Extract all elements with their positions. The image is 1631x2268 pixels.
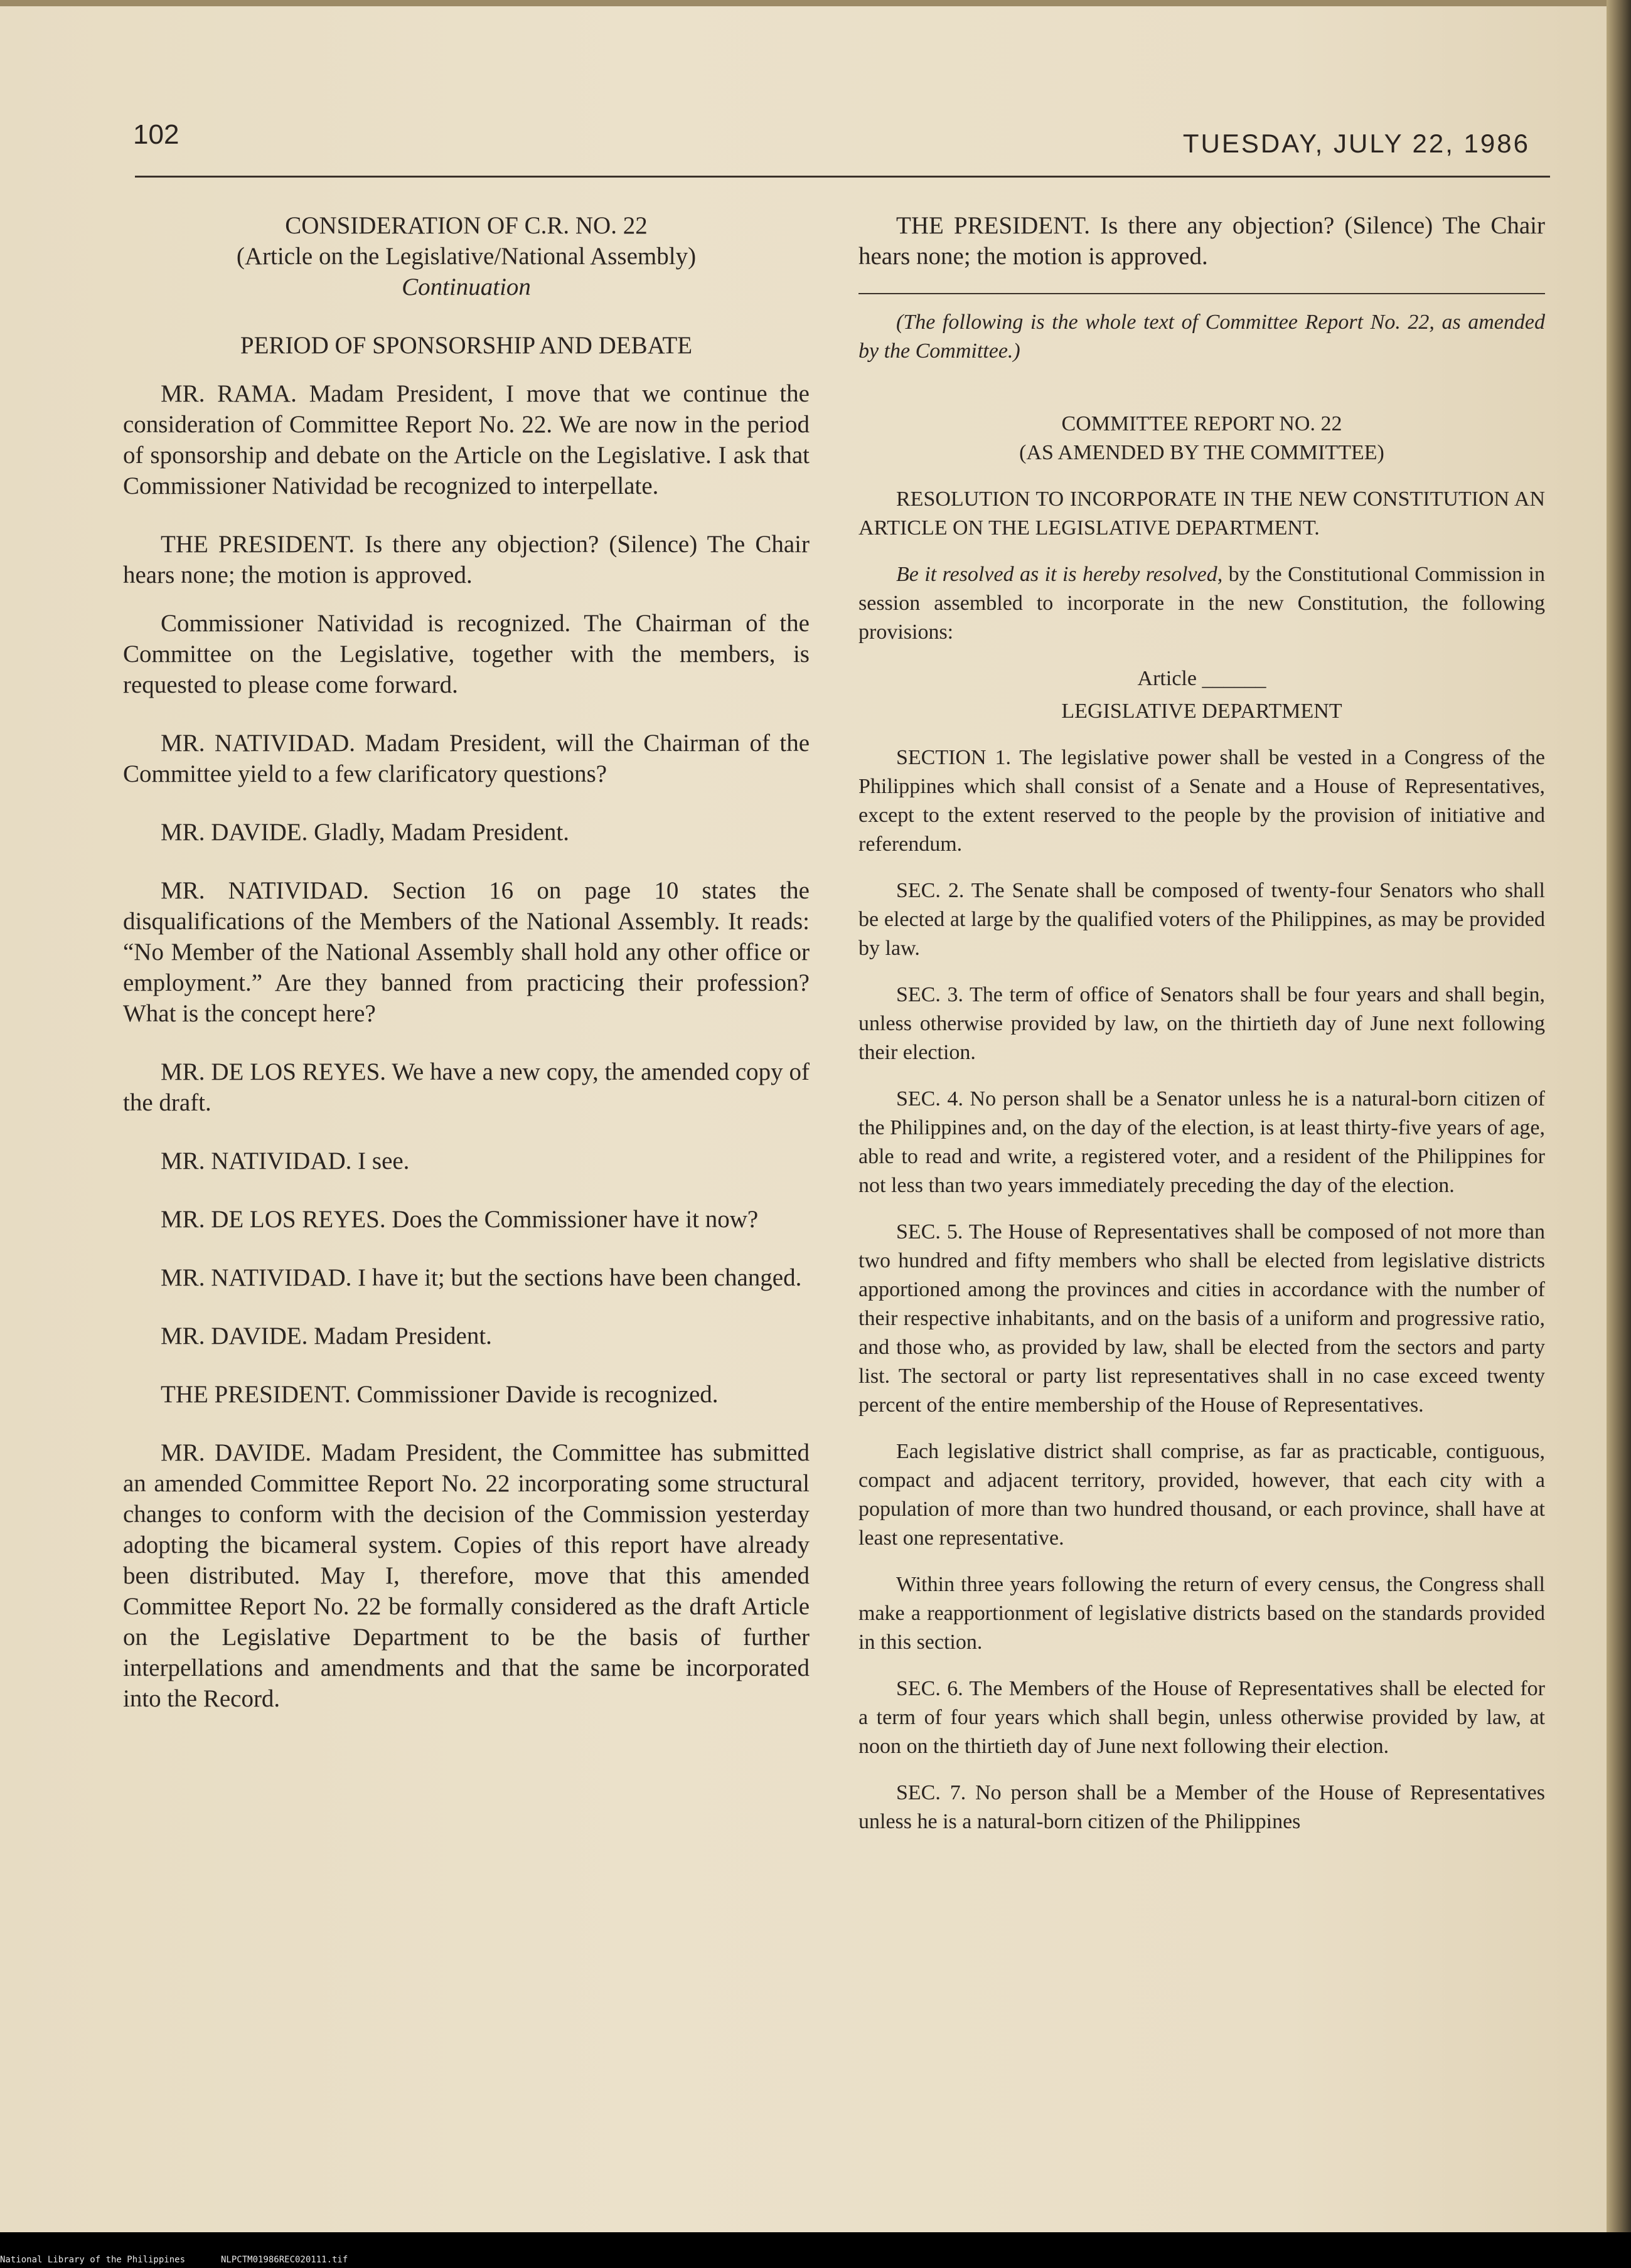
- book-spine-shadow: [1607, 0, 1631, 2232]
- resolved-paragraph: [858, 560, 1545, 647]
- section-7: SEC. 7. No person shall be a Member of the House of Representatives unless he is a natural-born citizen of the Philippines: [858, 1781, 1545, 1833]
- paragraph-delosreyes-2: MR. DE LOS REYES. Does the Commissioner have it now?: [161, 1206, 759, 1233]
- resolution-title: RESOLUTION TO INCORPORATE IN THE NEW CONSTITUTION AN ARTICLE ON THE LEGISLATIVE DEPARTMENT.: [858, 487, 1545, 540]
- section-5: SEC. 5. The House of Representatives shall be composed of not more than two hundred and fifty members who shall be elected from legislative districts apportioned among the provinces and cities in accordance with the number of their respective inhabitants, and on the basis of a uniform and progressive ratio, and those who, as provided by law, shall be elected from the sectors and party list. The sectoral or party list representatives shall in no case exceed twenty percent of the entire membership of the House of Representatives.: [858, 1220, 1545, 1417]
- paragraph-rama: MR. RAMA. Madam President, I move that we continue the consideration of Committee Report No. 22. We are now in the period of sponsorship and debate on the Article on the Legislative. I ask that Commissioner Natividad be recognized to interpellate.: [123, 380, 810, 499]
- section-4: SEC. 4. No person shall be a Senator unless he is a natural-born citizen of the Philippines and, on the day of the election, is at least thirty-five years of age, able to read and write, a registered voter, and a resident of the Philippines for not less than two years immediately preceding the day of the election.: [858, 1087, 1545, 1197]
- paragraph-delosreyes-1: MR. DE LOS REYES. We have a new copy, the amended copy of the draft.: [123, 1058, 810, 1116]
- section-rule: [858, 293, 1545, 294]
- article-label: Article ______: [1137, 667, 1266, 690]
- resolved-rest: by the Constitutional Commission in session assembled to incorporate in the new Constitution, the following provisions:: [858, 563, 1545, 644]
- left-column: [123, 210, 810, 1714]
- paragraph-natividad-2: MR. NATIVIDAD. Section 16 on page 10 states the disqualifications of the Members of the National Assembly. It reads: “No Member of the National Assembly shall hold any other office or employment.” Are they banned from practicing their profession? What is the concept here?: [123, 877, 810, 1027]
- section-5-reapportionment: Within three years following the return of every census, the Congress shall make a reapportionment of legislative districts based on the standards provided in this section.: [858, 1573, 1545, 1654]
- section-2: SEC. 2. The Senate shall be composed of twenty-four Senators who shall be elected at large by the qualified voters of the Philippines, as may be provided by law.: [858, 879, 1545, 960]
- footer-library: National Library of the Philippines: [0, 2255, 186, 2265]
- paragraph-natividad-1: MR. NATIVIDAD. Madam President, will the Chairman of the Committee yield to a few clarificatory questions?: [123, 730, 810, 787]
- section-6: SEC. 6. The Members of the House of Representatives shall be elected for a term of four years which shall begin, unless otherwise provided by law, at noon on the thirtieth day of June next following their election.: [858, 1677, 1545, 1758]
- report-subtitle: (AS AMENDED BY THE COMMITTEE): [1019, 441, 1384, 464]
- header-rule: [135, 176, 1550, 178]
- paragraph-president-1: THE PRESIDENT. Is there any objection? (Silence) The Chair hears none; the motion is approved.: [123, 531, 810, 588]
- paragraph-president-3: THE PRESIDENT. Is there any objection? (Silence) The Chair hears none; the motion is approved.: [858, 212, 1545, 270]
- paragraph-natividad-3: MR. NATIVIDAD. I see.: [161, 1147, 410, 1174]
- page-top-edge: [0, 0, 1607, 6]
- page-date: TUESDAY, JULY 22, 1986: [1182, 129, 1530, 158]
- page-number: 102: [133, 119, 179, 150]
- heading-article: (Article on the Legislative/National Assembly): [236, 243, 697, 270]
- paragraph-davide-1: MR. DAVIDE. Gladly, Madam President.: [161, 819, 570, 846]
- article-title: LEGISLATIVE DEPARTMENT: [1061, 700, 1342, 723]
- editorial-note: (The following is the whole text of Committee Report No. 22, as amended by the Committee.): [858, 311, 1545, 363]
- paragraph-davide-2: MR. DAVIDE. Madam President.: [161, 1323, 492, 1350]
- resolved-italic: Be it resolved as it is hereby resolved,: [896, 563, 1223, 586]
- footer-file: NLPCTM01986REC020111.tif: [221, 2255, 348, 2265]
- paragraph-recognized: Commissioner Natividad is recognized. The Chairman of the Committee on the Legislative, together with the members, is requested to please come forward.: [123, 610, 810, 698]
- paragraph-davide-3: MR. DAVIDE. Madam President, the Committee has submitted an amended Committee Report No. 22 incorporating some structural changes to conform with the decision of the Commission yesterday adopting the bicameral system. Copies of this report have already been distributed. May I, therefore, move that this amended Committee Report No. 22 be formally considered as the draft Article on the Legislative Department to be the basis of further interpellations and amendments and that the same be incorporated into the Record.: [123, 1439, 810, 1712]
- right-column: [858, 210, 1545, 1836]
- section-1: SECTION 1. The legislative power shall be vested in a Congress of the Philippines which shall consist of a Senate and a House of Representatives, except to the extent reserved to the people by the provision of initiative and referendum.: [858, 746, 1545, 856]
- paragraph-natividad-4: MR. NATIVIDAD. I have it; but the sections have been changed.: [161, 1264, 802, 1291]
- section-3: SEC. 3. The term of office of Senators shall be four years and shall begin, unless otherwise provided by law, on the thirtieth day of June next following their election.: [858, 983, 1545, 1064]
- heading-sponsorship: PERIOD OF SPONSORSHIP AND DEBATE: [240, 332, 693, 359]
- report-title: COMMITTEE REPORT NO. 22: [1061, 412, 1342, 435]
- heading-continuation: Continuation: [402, 274, 531, 301]
- heading-consideration: CONSIDERATION OF C.R. NO. 22: [285, 212, 648, 239]
- paragraph-president-2: THE PRESIDENT. Commissioner Davide is recognized.: [161, 1381, 719, 1408]
- section-5-district: Each legislative district shall comprise, as far as practicable, contiguous, compact and adjacent territory, provided, however, that each city with a population of more than two hundred thousand, or each province, shall have at least one representative.: [858, 1440, 1545, 1550]
